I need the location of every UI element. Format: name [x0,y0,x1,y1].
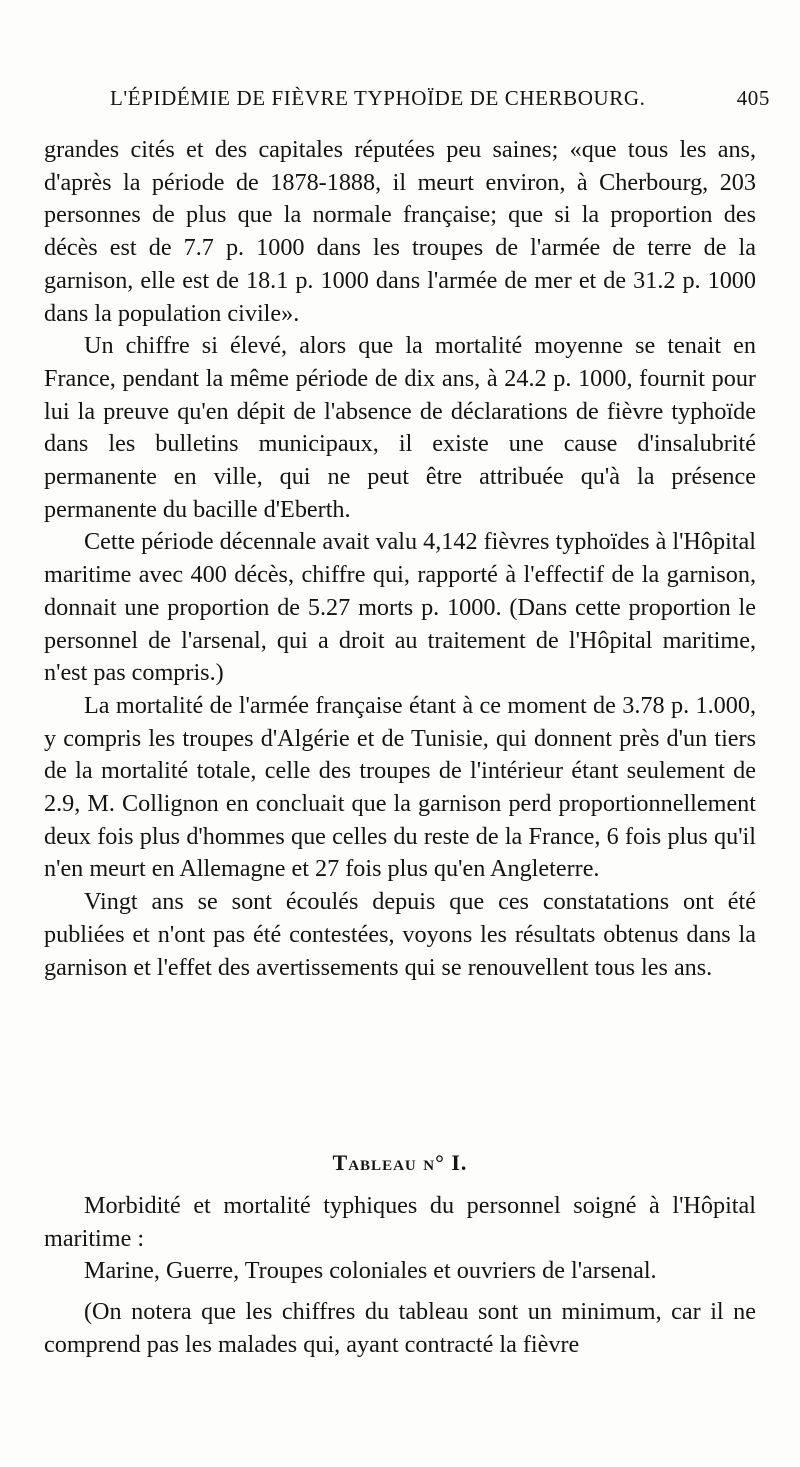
table-title: Tableau n° I. [332,1150,468,1175]
running-title: L'ÉPIDÉMIE DE FIÈVRE TYPHOÏDE DE CHERBOURG. [110,86,646,110]
page-header [110,86,770,116]
page-number: 405 [736,86,770,110]
body-text [44,134,756,984]
table-caption-line-2: Marine, Guerre, Troupes coloniales et ouvriers de l'arsenal. [84,1257,657,1285]
paragraph-4: La mortalité de l'armée française étant à ce moment de 3.78 p. 1.000, y compris les troupes d'Algérie et de Tunisie, qui donnent près d'un tiers de la mortalité totale, celle des troupes de l'intérieur étant seulement de 2.9, M. Collignon en concluait que la garnison perd proportionnellement deux fois plus d'hommes que celles du reste de la France, 6 fois plus qu'il n'en meurt en Allemagne et 27 fois plus qu'en Angleterre. [44,691,756,883]
paragraph-2: Un chiffre si élevé, alors que la mortalité moyenne se tenait en France, pendant la même période de dix ans, à 24.2 p. 1000, fournit pour lui la preuve qu'en dépit de l'absence de déclarations de fièvre typhoïde dans les bulletins municipaux, il existe une cause d'insalubrité permanente en ville, qui ne peut être attribuée qu'à la présence permanente du bacille d'Eberth. [44,332,756,523]
paragraph-5: Vingt ans se sont écoulés depuis que ces constatations ont été publiées et n'ont pas été contestées, voyons les résultats obtenus dans la garnison et l'effet des avertissements qui se renouvellent tous les ans. [44,888,756,981]
paragraph-1: grandes cités et des capitales réputées peu saines; «que tous les ans, d'après la période de 1878-1888, il meurt environ, à Cherbourg, 203 personnes de plus que la normale française; que si la proportion des décès est de 7.7 p. 1000 dans les troupes de l'armée de terre de la garnison, elle est de 18.1 p. 1000 dans l'armée de mer et de 31.2 p. 1000 dans la population civile». [44,136,756,327]
table-note: (On notera que les chiffres du tableau sont un minimum, car il ne comprend pas les malades qui, ayant contracté la fièvre [44,1298,756,1358]
table-caption-line-1: Morbidité et mortalité typhiques du personnel soigné à l'Hôpital maritime : [44,1192,756,1252]
paragraph-3: Cette période décennale avait valu 4,142 fièvres typhoïdes à l'Hôpital maritime avec 400 décès, chiffre qui, rapporté à l'effectif de la garnison, donnait une proportion de 5.27 morts p. 1000. (Dans cette proportion le personnel de l'arsenal, qui a droit au traitement de l'Hôpital maritime, n'est pas compris.) [44,528,756,687]
table-caption [44,1190,756,1362]
